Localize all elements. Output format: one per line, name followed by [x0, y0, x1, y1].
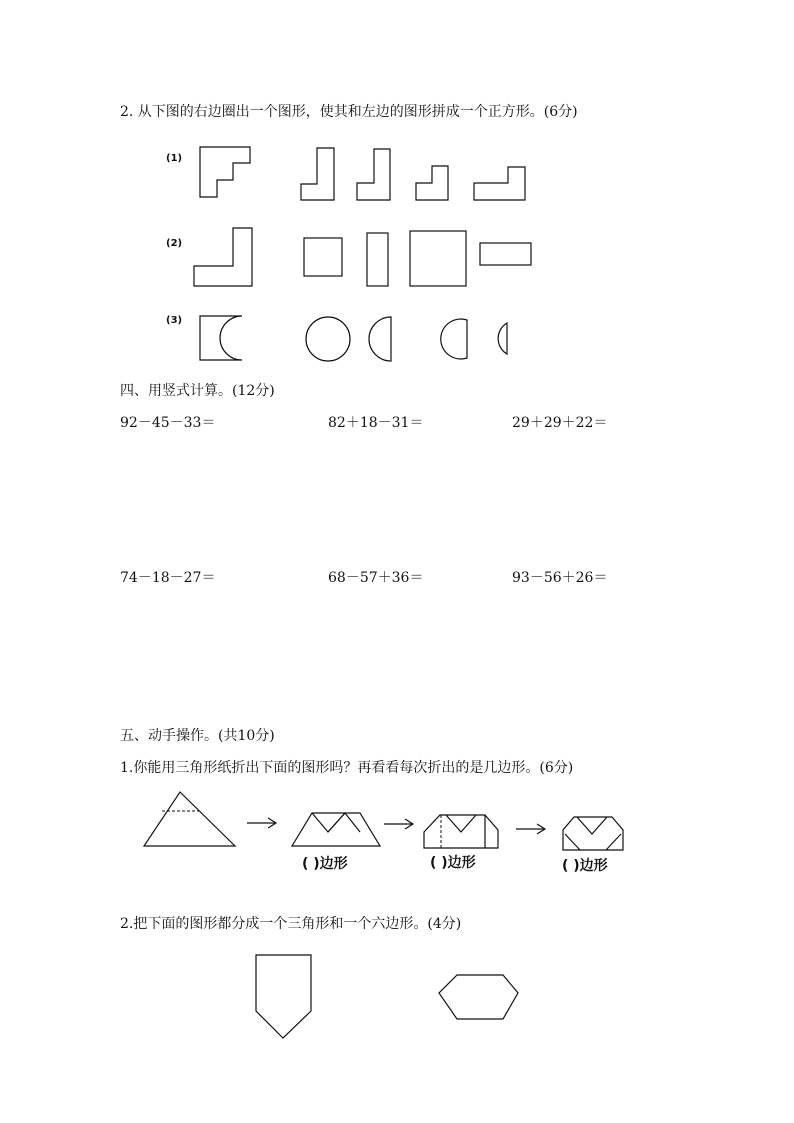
- row2-option-2[interactable]: [367, 233, 388, 286]
- problem-2: 82＋18－31＝: [328, 415, 424, 431]
- row3-option-half-circle[interactable]: [369, 317, 391, 361]
- problem-1: 92－45－33＝: [120, 415, 216, 431]
- problem-6: 93－56＋26＝: [512, 570, 608, 586]
- row-label-3: (3): [166, 315, 183, 326]
- section-5-q1-title: 1.你能用三角形纸折出下面的图形吗？再看看每次折出的是几边形。(6分): [120, 760, 574, 776]
- row1-option-1[interactable]: [301, 148, 334, 200]
- fold-step-2-flap-left: [312, 813, 345, 832]
- problem-3: 29＋29＋22＝: [512, 415, 608, 431]
- fold-step-3-flap: [446, 815, 476, 832]
- hexagon-shape[interactable]: [439, 975, 518, 1019]
- section-5-title: 五、动手操作。(共10分): [120, 728, 275, 744]
- fold-step-4-corner-right: [606, 834, 621, 850]
- row2-target-shape: [194, 228, 252, 286]
- row2-option-1[interactable]: [304, 238, 342, 276]
- polygon-answer-blank-2[interactable]: ( )边形: [430, 855, 476, 871]
- problem-4: 74－18－27＝: [120, 570, 216, 586]
- row1-option-4[interactable]: [474, 167, 525, 200]
- polygon-answer-blank-1[interactable]: ( )边形: [302, 856, 348, 872]
- polygon-answer-blank-3[interactable]: ( )边形: [562, 858, 608, 874]
- row1-target-shape: [200, 147, 250, 197]
- row-label-1: (1): [166, 153, 183, 164]
- fold-step-4-corner-left: [565, 834, 580, 850]
- row3-option-circle[interactable]: [306, 317, 350, 361]
- section-5-q2-title: 2.把下面的图形都分成一个三角形和一个六边形。(4分): [120, 916, 462, 932]
- fold-step-triangle: [144, 792, 235, 846]
- fold-step-2: [292, 813, 380, 846]
- question-2-title: 2. 从下图的右边圈出一个图形，使其和左边的图形拼成一个正方形。(6分): [120, 104, 578, 120]
- section-4-title: 四、用竖式计算。(12分): [120, 383, 275, 399]
- row2-option-3[interactable]: [410, 231, 466, 286]
- row3-option-large-segment[interactable]: [441, 319, 467, 359]
- row3-option-small-segment[interactable]: [498, 323, 507, 354]
- fold-step-2-flap-right: [328, 813, 360, 832]
- fold-step-4-flap: [577, 817, 607, 834]
- row1-option-3[interactable]: [416, 166, 448, 200]
- shield-pentagon-shape[interactable]: [256, 955, 311, 1038]
- row3-target-shape: [200, 316, 242, 360]
- row2-option-4[interactable]: [480, 243, 531, 265]
- problem-5: 68－57＋36＝: [328, 570, 424, 586]
- row-label-2: (2): [166, 238, 183, 249]
- row1-option-2[interactable]: [357, 149, 390, 200]
